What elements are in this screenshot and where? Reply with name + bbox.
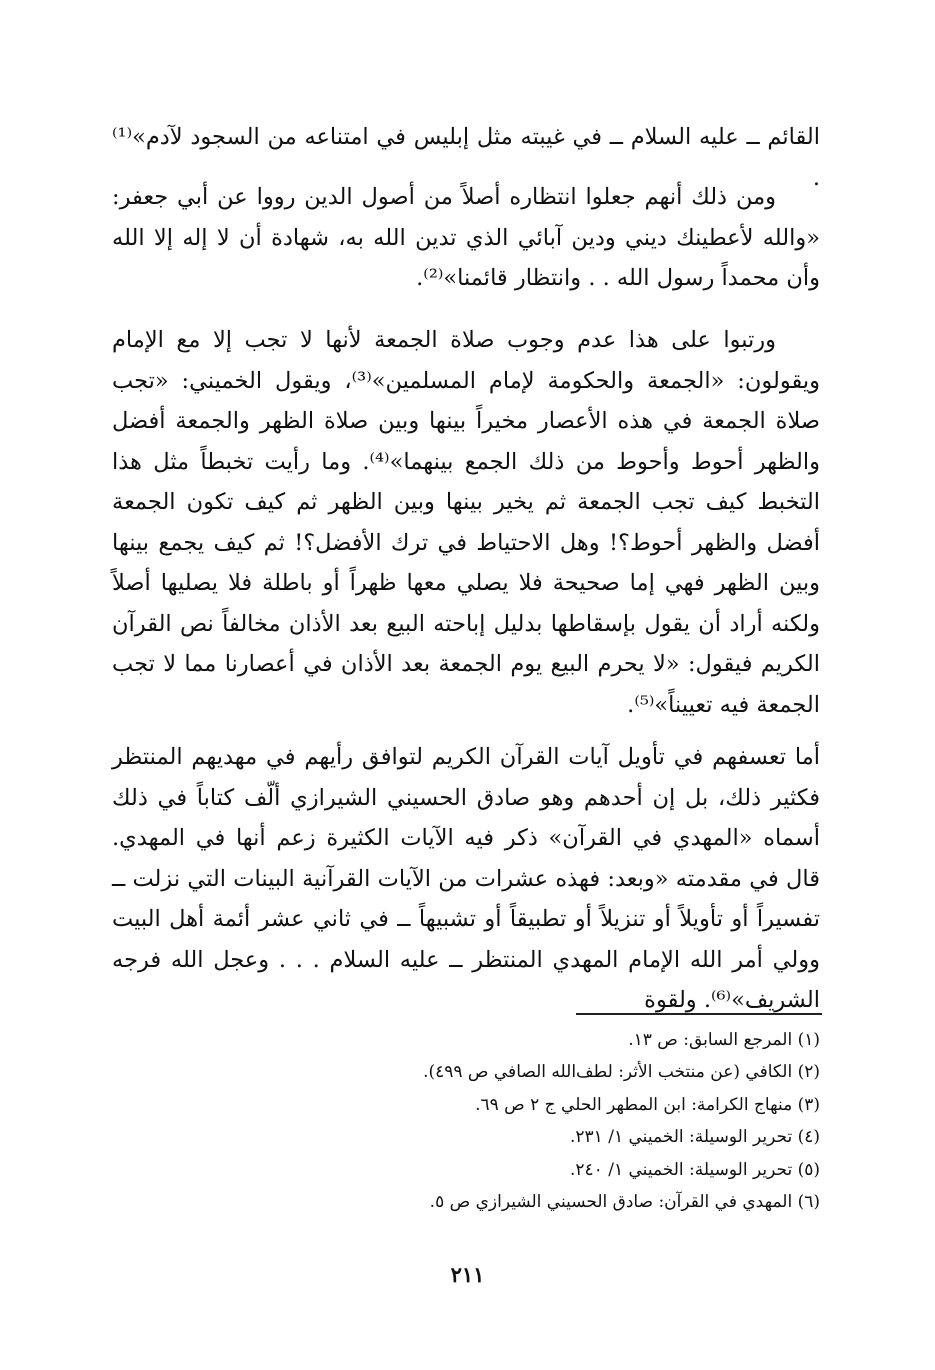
footnote: (٦) المهدي في القرآن: صادق الحسيني الشيرازي ص ٥. bbox=[429, 1191, 820, 1212]
paragraph: ومن ذلك أنهم جعلوا انتظاره أصلاً من أصول الدين رووا عن أبي جعفر: «والله لأعطينك ديني ودين آبائي الذي تدين الله به، شهادة أن لا إله إلا الله وأن محمداً رسول الله . . وانتظار قائمنا»⁽²⁾. bbox=[112, 184, 820, 291]
footnote: (١) المرجع السابق: ص ١٣. bbox=[628, 1030, 820, 1050]
footnote: (٢) الكافي (عن منتخب الأثر: لطف‌الله الصافي ص ٤٩٩). bbox=[423, 1062, 820, 1083]
paragraph: القائم ــ عليه السلام ــ في غيبته مثل إبليس في امتناعه من السجود لآدم»⁽¹⁾ . bbox=[112, 124, 820, 191]
footnotes-list bbox=[112, 1024, 820, 1218]
paragraph: ورتبوا على هذا عدم وجوب صلاة الجمعة لأنها لا تجب إلا مع الإمام ويقولون: «الجمعة والحكومة لإمام المسلمين»⁽³⁾، ويقول الخميني: «تجب صلاة الجمعة في هذه الأعصار مخيراً بينها وبين صلاة الظهر والجمعة أفضل والظهر أحوط وأحوط من ذلك الجمع بينهما»⁽⁴⁾. وما رأيت تخبطاً مثل هذا التخبط كيف تجب الجمعة ثم يخير بينها وبين الظهر ثم كيف تكون الجمعة أفضل والظهر أحوط؟! وهل الاحتياط في ترك الأفضل؟! ثم كيف يجمع بينها وبين الظهر فهي إما صحيحة فلا يصلي معها ظهراً أو باطلة فلا يصليها أصلاً ولكنه أراد أن يقول بإسقاطها بدليل إباحته البيع بعد الأذان مخالفاً نص القرآن الكريم فيقول: «لا يحرم البيع يوم الجمعة بعد الأذان في أعصارنا مما لا تجب الجمعة فيه تعييناً»⁽⁵⁾. bbox=[112, 327, 820, 718]
footnote: (٣) منهاج الكرامة: ابن المطهر الحلي ج ٢ ص ٦٩. bbox=[475, 1094, 820, 1115]
footnote-separator bbox=[576, 1013, 822, 1015]
paragraph: أما تعسفهم في تأويل آيات القرآن الكريم لتوافق رأيهم في مهديهم المنتظر فكثير ذلك، بل إن أحدهم وهو صادق الحسيني الشيرازي ألّف كتاباً في ذلك أسماه «المهدي في القرآن» ذكر فيه الآيات الكثيرة زعم أنها في المهدي. قال في مقدمته «وبعد: فهذه عشرات من الآيات القرآنية البينات التي نزلت ــ تفسيراً أو تأويلاً أو تنزيلاً أو تطبيقاً أو تشبيهاً ــ في ثاني عشر أئمة أهل البيت وولي أمر الله الإمام المهدي المنتظر ــ عليه السلام . . . وعجل الله فرجه الشريف»⁽⁶⁾. ولقوة bbox=[112, 744, 820, 1013]
page-number: ٢١١ bbox=[450, 1262, 485, 1287]
footnote: (٤) تحرير الوسيلة: الخميني ١/ ٢٣١. bbox=[570, 1127, 820, 1148]
footnote: (٥) تحرير الوسيلة: الخميني ١/ ٢٤٠. bbox=[570, 1159, 820, 1180]
